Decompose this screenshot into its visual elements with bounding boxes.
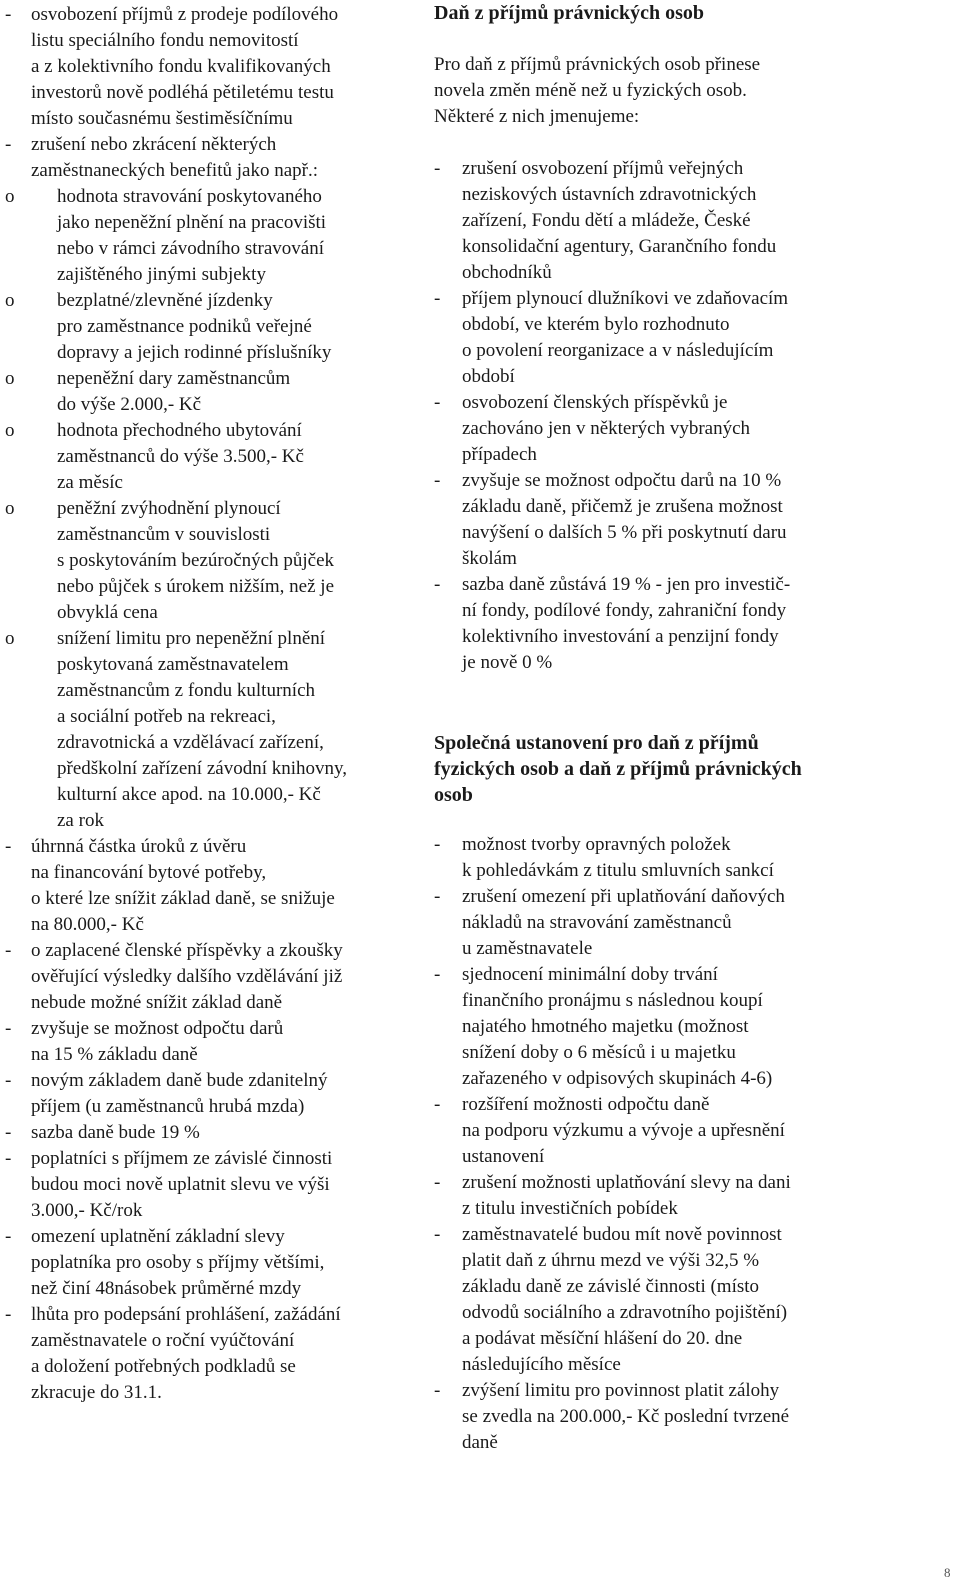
list-item-line: osvobození příjmů z prodeje podílového (31, 4, 339, 25)
list-item-line: než činí 48násobek průměrné mzdy (31, 1278, 302, 1299)
list-item-line: poplatníci s příjmem ze závislé činnosti (31, 1148, 333, 1169)
list-item-line: příjem plynoucí dlužníkovi ve zdaňovacím (462, 288, 789, 309)
section-heading: osob (434, 784, 473, 806)
list-item-line: finančního pronájmu s následnou koupí (462, 990, 763, 1011)
section-heading: Daň z příjmů právnických osob (434, 2, 705, 24)
list-item-line: a sociální potřeb na rekreaci, (57, 706, 276, 727)
list-item-line: dopravy a jejich rodinné příslušníky (57, 342, 332, 363)
intro-line: novela změn méně než u fyzických osob. (434, 80, 747, 101)
list-item-line: je nově 0 % (462, 652, 553, 673)
sub-bullet-marker: o (5, 186, 15, 207)
bullet-marker: - (5, 1122, 12, 1143)
list-item-line: předškolní zařízení závodní knihovny, (57, 758, 348, 779)
list-item-line: kulturní akce apod. na 10.000,- Kč (57, 784, 321, 805)
list-item-line: omezení uplatnění základní slevy (31, 1226, 285, 1247)
list-item-line: ustanovení (462, 1146, 545, 1167)
list-item-line: následujícího měsíce (462, 1354, 621, 1375)
list-item-line: za měsíc (57, 472, 123, 493)
list-item-line: na podporu výzkumu a vývoje a upřesnění (462, 1120, 785, 1141)
intro-line: Některé z nich jmenujeme: (434, 106, 640, 127)
bullet-marker: - (434, 834, 441, 855)
list-item-line: úhrnná částka úroků z úvěru (31, 836, 247, 857)
list-item-line: ověřující výsledky dalšího vzdělávání již (31, 966, 343, 987)
list-item-line: novým základem daně bude zdanitelný (31, 1070, 328, 1091)
list-item-line: lhůta pro podepsání prohlášení, zažádání (31, 1304, 341, 1325)
bullet-marker: - (5, 134, 12, 155)
list-item-line: do výše 2.000,- Kč (57, 394, 202, 415)
bullet-marker: - (5, 1226, 12, 1247)
list-item-line: období (462, 366, 515, 387)
bullet-marker: - (434, 288, 441, 309)
list-item-line: o povolení reorganizace a v následujícím (462, 340, 774, 361)
bullet-marker: - (434, 1224, 441, 1245)
bullet-marker: - (434, 886, 441, 907)
list-item-line: sjednocení minimální doby trvání (462, 964, 718, 985)
bullet-marker: - (5, 4, 12, 25)
list-item-line: nákladů na stravování zaměstnanců (462, 912, 732, 933)
list-item-line: zkracuje do 31.1. (31, 1382, 162, 1403)
list-item-line: hodnota stravování poskytovaného (57, 186, 322, 207)
list-item-line: 3.000,- Kč/rok (31, 1200, 143, 1221)
list-item-line: zvýšení limitu pro povinnost platit zálohy (462, 1380, 780, 1401)
list-item-line: zrušení možnosti uplatňování slevy na dani (462, 1172, 791, 1193)
list-item-line: období, ve kterém bylo rozhodnuto (462, 314, 730, 335)
list-item-line: budou moci nově uplatnit slevu ve výši (31, 1174, 330, 1195)
bullet-marker: - (434, 392, 441, 413)
list-item-line: základu daně ze závislé činnosti (místo (462, 1276, 760, 1297)
list-item-line: zachováno jen v některých vybraných (462, 418, 751, 439)
list-item-line: školám (462, 548, 517, 569)
list-item-line: investorů nově podléhá pětiletému testu (31, 82, 334, 103)
list-item-line: obchodníků (462, 262, 552, 283)
list-item-line: a doložení potřebných podkladů se (31, 1356, 296, 1377)
list-item-line: osvobození členských příspěvků je (462, 392, 728, 413)
list-item-line: na 80.000,- Kč (31, 914, 144, 935)
section-heading: fyzických osob a daň z příjmů právnických (434, 758, 802, 780)
bullet-marker: - (434, 158, 441, 179)
list-item-line: sazba daně zůstává 19 % - jen pro investič- (462, 574, 791, 595)
bullet-marker: - (5, 1018, 12, 1039)
list-item-line: daně (462, 1432, 498, 1453)
list-item-line: platit daň z úhrnu mezd ve výši 32,5 % (462, 1250, 760, 1271)
list-item-line: odvodů sociálního a zdravotního pojištění) (462, 1302, 788, 1323)
section-heading: Společná ustanovení pro daň z příjmů (434, 732, 759, 754)
list-item-line: zaměstnaneckých benefitů jako např.: (31, 160, 318, 181)
list-item-line: nebude možné snížit základ daně (31, 992, 283, 1013)
sub-bullet-marker: o (5, 628, 15, 649)
list-item-line: obvyklá cena (57, 602, 158, 623)
list-item-line: za rok (57, 810, 104, 831)
list-item-line: zaměstnanců do výše 3.500,- Kč (57, 446, 304, 467)
list-item-line: a podávat měsíční hlášení do 20. dne (462, 1328, 743, 1349)
list-item-line: zvyšuje se možnost odpočtu darů na 10 % (462, 470, 782, 491)
list-item-line: zaměstnavatelé budou mít nově povinnost (462, 1224, 782, 1245)
bullet-marker: - (5, 1070, 12, 1091)
list-item-line: u zaměstnavatele (462, 938, 593, 959)
list-item-line: se zvedla na 200.000,- Kč poslední tvrzené (462, 1406, 790, 1427)
list-item-line: snížení limitu pro nepeněžní plnění (57, 628, 326, 649)
list-item-line: ní fondy, podílové fondy, zahraniční fondy (462, 600, 787, 621)
bullet-marker: - (434, 470, 441, 491)
list-item-line: konsolidační agentury, Garančního fondu (462, 236, 777, 257)
list-item-line: zaměstnancům v souvislosti (57, 524, 271, 545)
list-item-line: zaměstnancům z fondu kulturních (57, 680, 316, 701)
list-item-line: případech (462, 444, 537, 465)
bullet-marker: - (5, 1304, 12, 1325)
list-item-line: základu daně, přičemž je zrušena možnost (462, 496, 783, 517)
list-item-line: zrušení omezení při uplatňování daňových (462, 886, 785, 907)
intro-line: Pro daň z příjmů právnických osob přinese (434, 54, 761, 75)
bullet-marker: - (434, 1172, 441, 1193)
list-item-line: zdravotnická a vzdělávací zařízení, (57, 732, 324, 753)
list-item-line: s poskytováním bezúročných půjček (57, 550, 335, 571)
bullet-marker: - (5, 940, 12, 961)
list-item-line: pro zaměstnance podniků veřejné (57, 316, 312, 337)
sub-bullet-marker: o (5, 290, 15, 311)
list-item-line: zařazeného v odpisových skupinách 4-6) (462, 1068, 773, 1089)
bullet-marker: - (434, 1094, 441, 1115)
list-item-line: nepeněžní dary zaměstnancům (57, 368, 291, 389)
list-item-line: poskytovaná zaměstnavatelem (57, 654, 289, 675)
list-item-line: jako nepeněžní plnění na pracovišti (57, 212, 327, 233)
list-item-line: peněžní zvýhodnění plynoucí (57, 498, 281, 519)
list-item-line: zrušení osvobození příjmů veřejných (462, 158, 744, 179)
list-item-line: možnost tvorby opravných položek (462, 834, 731, 855)
list-item-line: o které lze snížit základ daně, se snižuje (31, 888, 335, 909)
list-item-line: snížení doby o 6 měsíců i u majetku (462, 1042, 736, 1063)
list-item-line: poplatníka pro osoby s příjmy většími, (31, 1252, 325, 1273)
list-item-line: zvyšuje se možnost odpočtu darů (31, 1018, 284, 1039)
bullet-marker: - (434, 1380, 441, 1401)
sub-bullet-marker: o (5, 368, 15, 389)
list-item-line: o zaplacené členské příspěvky a zkoušky (31, 940, 343, 961)
list-item-line: sazba daně bude 19 % (31, 1122, 200, 1143)
list-item-line: zajištěného jinými subjekty (57, 264, 266, 285)
page-number: 8 (944, 1565, 951, 1580)
list-item-line: najatého hmotného majetku (možnost (462, 1016, 749, 1037)
bullet-marker: - (434, 964, 441, 985)
list-item-line: a z kolektivního fondu kvalifikovaných (31, 56, 331, 77)
list-item-line: na 15 % základu daně (31, 1044, 198, 1065)
list-item-line: příjem (u zaměstnanců hrubá mzda) (31, 1096, 305, 1117)
list-item-line: na financování bytové potřeby, (31, 862, 267, 883)
list-item-line: místo současnému šestiměsíčnímu (31, 108, 293, 129)
list-item-line: kolektivního investování a penzijní fondy (462, 626, 779, 647)
bullet-marker: - (5, 1148, 12, 1169)
list-item-line: zařízení, Fondu dětí a mládeže, České (462, 210, 751, 231)
sub-bullet-marker: o (5, 420, 15, 441)
list-item-line: nebo půjček s úrokem nižším, než je (57, 576, 335, 597)
list-item-line: hodnota přechodného ubytování (57, 420, 302, 441)
list-item-line: zaměstnavatele o roční vyúčtování (31, 1330, 295, 1351)
list-item-line: neziskových ústavních zdravotnických (462, 184, 757, 205)
list-item-line: navýšení o dalších 5 % při poskytnutí daru (462, 522, 787, 543)
list-item-line: nebo v rámci závodního stravování (57, 238, 324, 259)
sub-bullet-marker: o (5, 498, 15, 519)
list-item-line: k pohledávkám z titulu smluvních sankcí (462, 860, 774, 881)
list-item-line: zrušení nebo zkrácení některých (31, 134, 277, 155)
bullet-marker: - (5, 836, 12, 857)
list-item-line: listu speciálního fondu nemovitostí (31, 30, 299, 51)
list-item-line: z titulu investičních pobídek (462, 1198, 678, 1219)
list-item-line: rozšíření možnosti odpočtu daně (462, 1094, 710, 1115)
list-item-line: bezplatné/zlevněné jízdenky (57, 290, 273, 311)
bullet-marker: - (434, 574, 441, 595)
